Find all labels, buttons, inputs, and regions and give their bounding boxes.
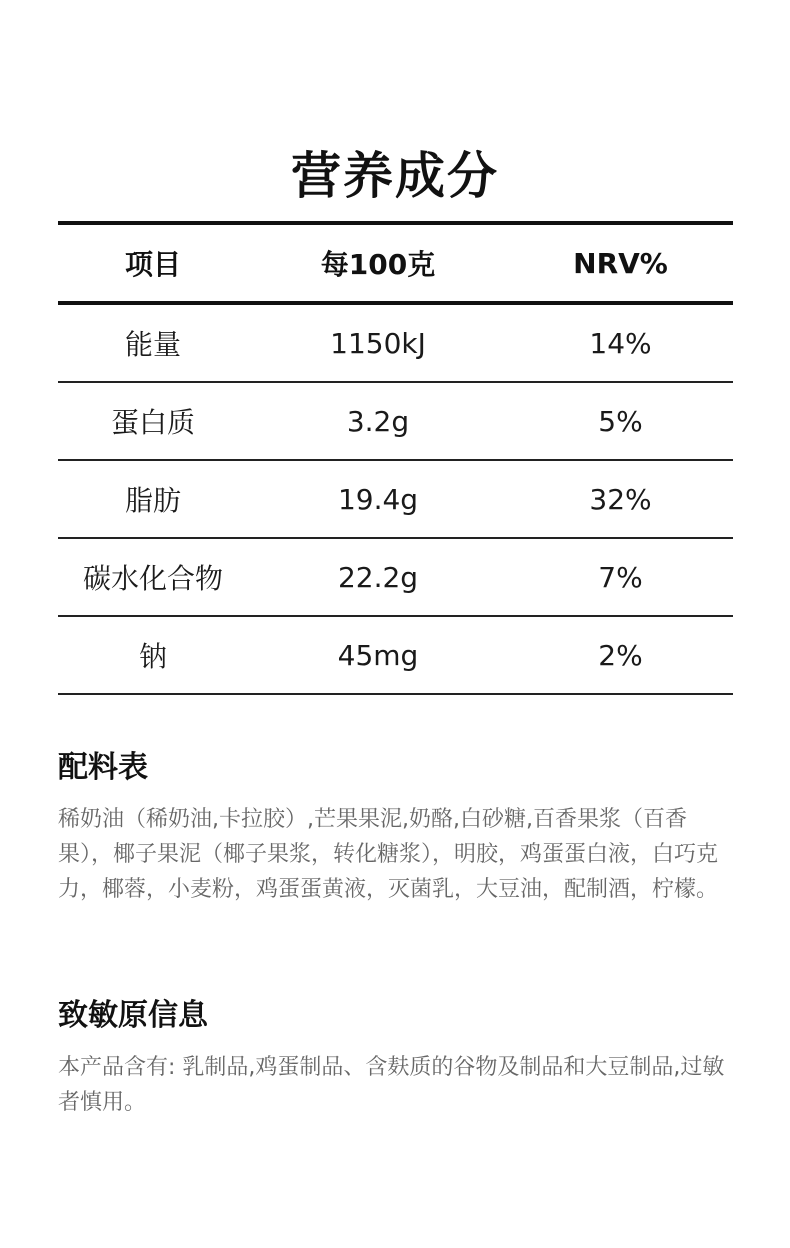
- table-row: [58, 461, 733, 537]
- table-header-row: [58, 225, 733, 301]
- header-nrv: NRV%: [573, 246, 668, 280]
- table-bottom-rule: [58, 693, 733, 695]
- row-nrv: 5%: [598, 404, 643, 438]
- row-nrv: 14%: [589, 326, 652, 360]
- row-item: 钠: [138, 640, 167, 673]
- nutrition-table: [58, 221, 733, 695]
- row-item: 碳水化合物: [82, 562, 223, 595]
- row-amount: 45mg: [337, 638, 419, 672]
- row-amount: 19.4g: [337, 482, 419, 516]
- row-item: 蛋白质: [110, 406, 195, 439]
- row-amount: 1150kJ: [330, 326, 426, 360]
- page-title: 营养成分: [291, 146, 499, 205]
- table-row: [58, 383, 733, 459]
- allergen-title: 致敏原信息: [58, 998, 208, 1033]
- allergen-section: [58, 996, 738, 1120]
- table-row: [58, 305, 733, 381]
- row-item: 能量: [124, 328, 181, 361]
- row-item: 脂肪: [124, 484, 181, 517]
- ingredients-title: 配料表: [58, 750, 148, 785]
- ingredients-section: [58, 748, 738, 907]
- table-row: [58, 539, 733, 615]
- row-amount: 3.2g: [346, 404, 410, 438]
- table-row: [58, 617, 733, 693]
- row-nrv: 7%: [598, 560, 643, 594]
- header-item: 项目: [124, 248, 181, 281]
- row-nrv: 2%: [598, 638, 643, 672]
- header-per-100g: 每100克: [320, 248, 436, 281]
- ingredients-text: 稀奶油（稀奶油,卡拉胶）,芒果果泥,奶酪,白砂糖,百香果浆（百香果），椰子果泥（椰子果浆，转化糖浆），明胶，鸡蛋蛋白液，白巧克力，椰蓉，小麦粉，鸡蛋蛋黄液，灭菌乳，大豆油，配制酒，柠檬。: [58, 807, 719, 902]
- row-nrv: 32%: [589, 482, 652, 516]
- row-amount: 22.2g: [337, 560, 419, 594]
- allergen-text: 本产品含有: 乳制品,鸡蛋制品、含麸质的谷物及制品和大豆制品,过敏者慎用。: [58, 1055, 725, 1115]
